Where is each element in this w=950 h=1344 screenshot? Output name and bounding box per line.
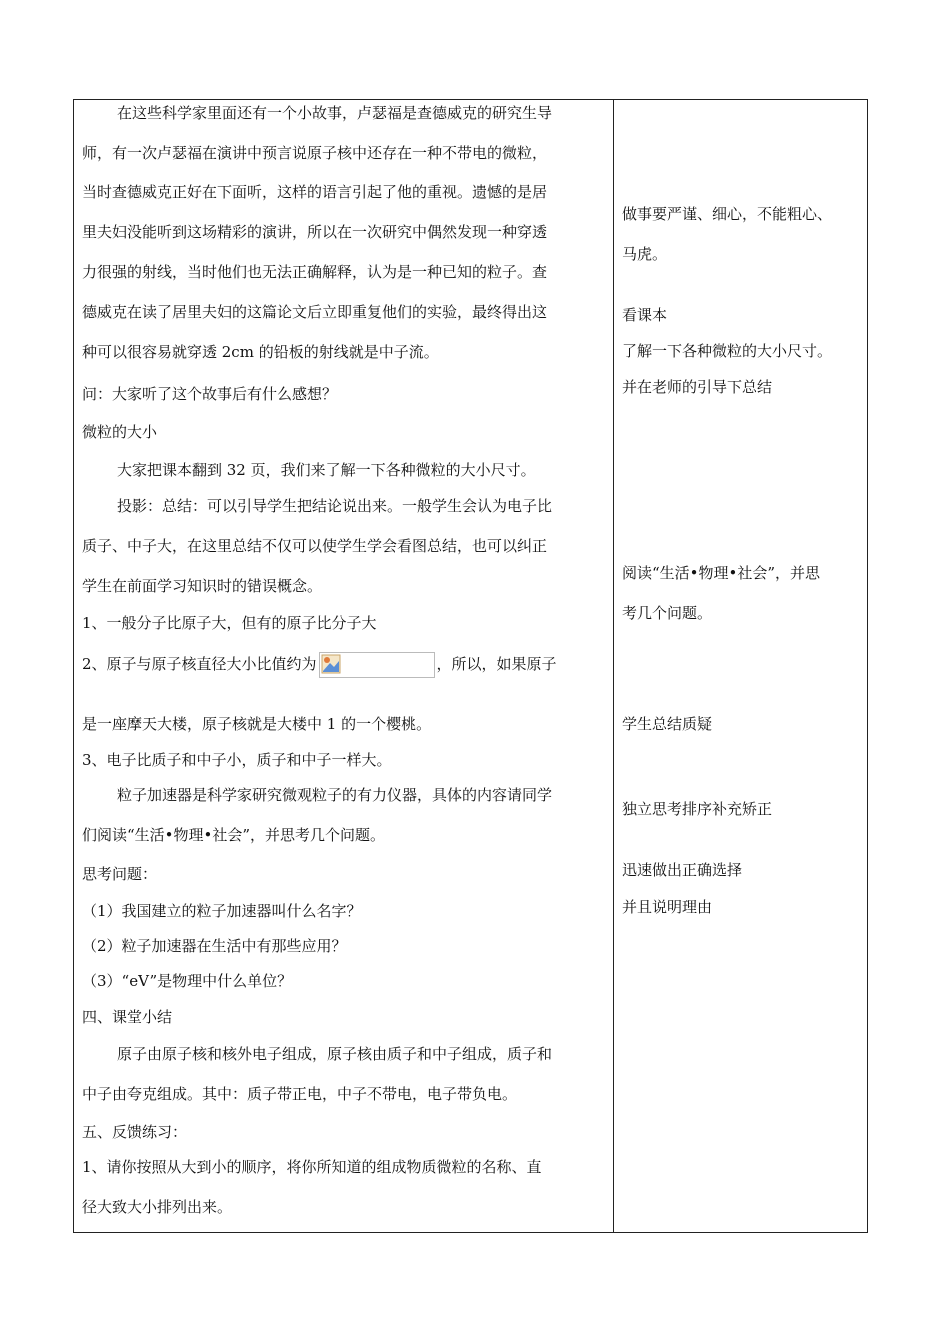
exercise-line: 1、请你按照从大到小的顺序，将你所知道的组成物质微粒的名称、直 <box>82 1158 542 1176</box>
think-heading: 思考问题： <box>82 865 158 883</box>
activity-note: 做事要严谨、细心，不能粗心、 <box>622 205 833 223</box>
activity-note: 迅速做出正确选择 <box>622 861 743 879</box>
activity-note: 阅读“生活•物理•社会”，并思 <box>622 564 821 582</box>
projection-paragraph-line: 质子、中子大，在这里总结不仅可以使学生学会看图总结，也可以纠正 <box>82 537 548 555</box>
section-heading-size: 微粒的大小 <box>82 423 158 441</box>
summary-heading: 四、课堂小结 <box>82 1008 173 1026</box>
summary-paragraph-line: 中子由夸克组成。其中：质子带正电，中子不带电，电子带负电。 <box>82 1085 518 1103</box>
projection-paragraph-line: 投影：总结：可以引导学生把结论说出来。一般学生会认为电子比 <box>117 497 553 515</box>
column-divider <box>613 100 614 1232</box>
formula-image <box>319 652 435 678</box>
list-item-2-continued: 是一座摩天大楼，原子核就是大楼中 1 的一个樱桃。 <box>82 715 432 733</box>
story-paragraph-line: 在这些科学家里面还有一个小故事，卢瑟福是查德威克的研究生导 <box>117 104 553 122</box>
think-question-2: （2）粒子加速器在生活中有那些应用？ <box>82 937 347 955</box>
list-item-2-text: 2、原子与原子核直径大小比值约为 <box>82 655 317 673</box>
activity-note: 考几个问题。 <box>622 604 713 622</box>
activity-note: 了解一下各种微粒的大小尺寸。 <box>622 342 833 360</box>
story-paragraph-line: 德威克在读了居里夫妇的这篇论文后立即重复他们的实验，最终得出这 <box>82 303 548 321</box>
textbook-paragraph: 大家把课本翻到 32 页，我们来了解一下各种微粒的大小尺寸。 <box>117 461 536 479</box>
think-question-3: （3）“eV”是物理中什么单位？ <box>82 972 293 990</box>
list-item-2 <box>82 652 557 678</box>
think-question-1: （1）我国建立的粒子加速器叫什么名字？ <box>82 902 362 920</box>
accelerator-paragraph-line: 们阅读“生活•物理•社会”，并思考几个问题。 <box>82 826 386 844</box>
exercise-line: 径大致大小排列出来。 <box>82 1198 233 1216</box>
story-paragraph-line: 师，有一次卢瑟福在演讲中预言说原子核中还存在一种不带电的微粒， <box>82 144 548 162</box>
story-paragraph-line: 里夫妇没能听到这场精彩的演讲，所以在一次研究中偶然发现一种穿透 <box>82 223 548 241</box>
activity-note: 并且说明理由 <box>622 898 713 916</box>
story-paragraph-line: 力很强的射线，当时他们也无法正确解释，认为是一种已知的粒子。查 <box>82 263 548 281</box>
projection-paragraph-line: 学生在前面学习知识时的错误概念。 <box>82 577 323 595</box>
activity-note: 并在老师的引导下总结 <box>622 378 773 396</box>
activity-note: 马虎。 <box>622 245 668 263</box>
list-item-3: 3、电子比质子和中子小，质子和中子一样大。 <box>82 751 392 769</box>
summary-paragraph-line: 原子由原子核和核外电子组成，原子核由质子和中子组成，质子和 <box>117 1045 553 1063</box>
list-item-1: 1、一般分子比原子大，但有的原子比分子大 <box>82 614 377 632</box>
story-paragraph-line: 种可以很容易就穿透 2cm 的铅板的射线就是中子流。 <box>82 343 439 361</box>
activity-note: 独立思考排序补充矫正 <box>622 800 773 818</box>
activity-note: 学生总结质疑 <box>622 715 713 733</box>
list-item-2-text: ，所以，如果原子 <box>436 655 557 673</box>
story-paragraph-line: 当时查德威克正好在下面听，这样的语言引起了他的重视。遗憾的是居 <box>82 183 548 201</box>
feedback-heading: 五、反馈练习： <box>82 1123 188 1141</box>
accelerator-paragraph-line: 粒子加速器是科学家研究微观粒子的有力仪器，具体的内容请同学 <box>117 786 553 804</box>
activity-note: 看课本 <box>622 306 668 324</box>
question-line: 问：大家听了这个故事后有什么感想？ <box>82 385 338 403</box>
